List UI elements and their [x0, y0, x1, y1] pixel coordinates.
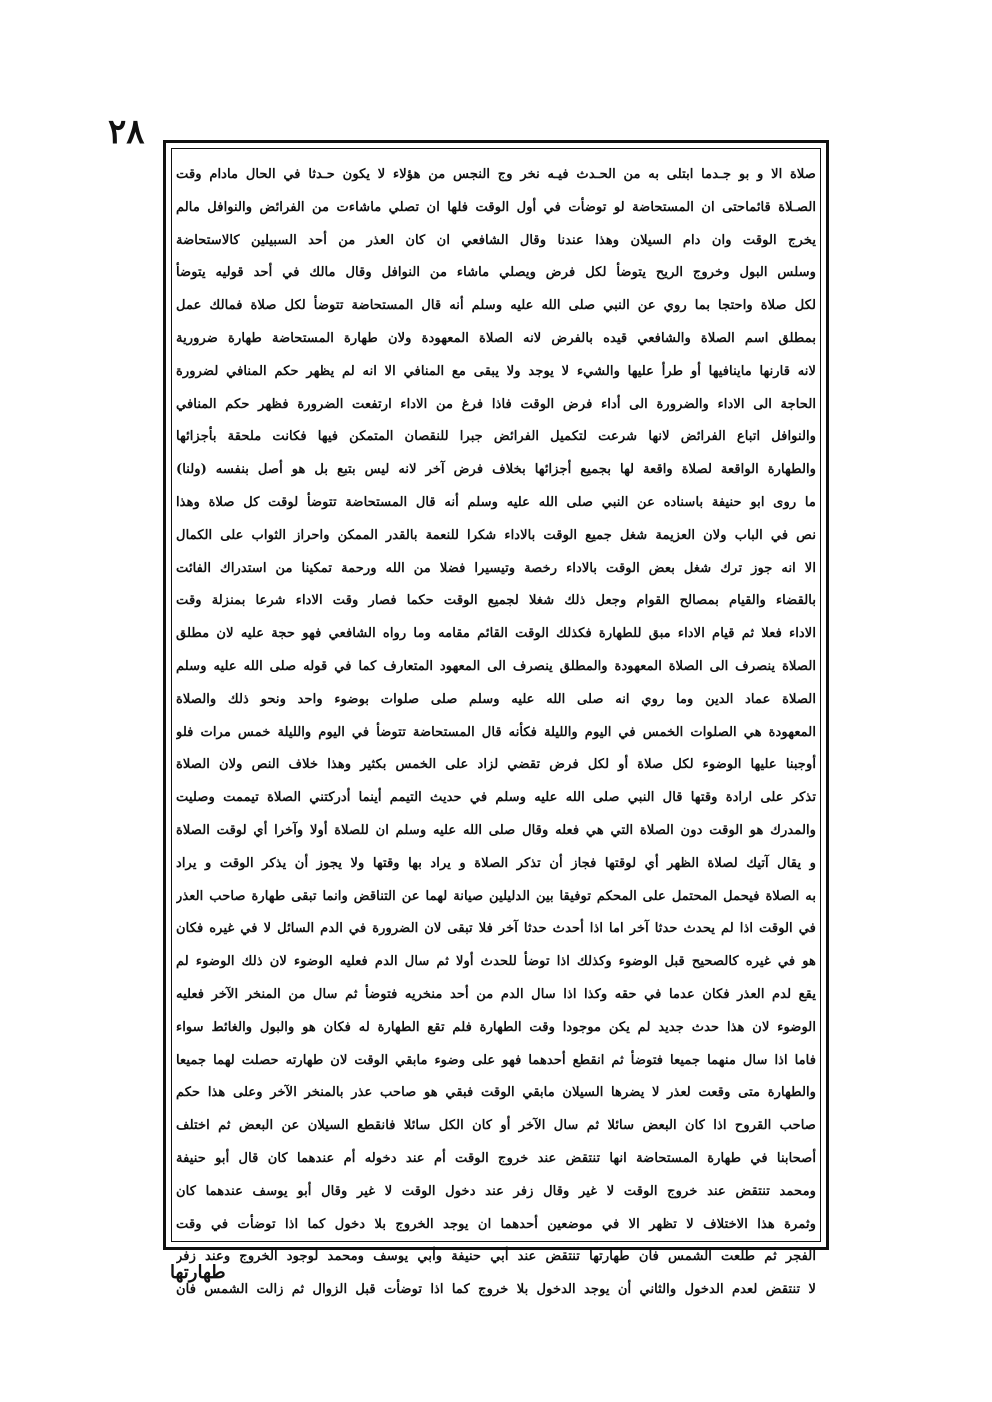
- text-line: الوضوء لان هذا حدث جديد لم يكن موجودا وقت الطهارة فلم تقع الطهارة له فكان هو والبول والغائط سواء: [176, 1019, 816, 1035]
- text-line: الصلاة ينصرف الى الصلاة المعهودة والمطلق ينصرف الى المعهود المتعارف كما في قوله صلى الله عليه وسلم: [176, 658, 816, 674]
- text-line: تذكر على ارادة وقتها قال النبي صلى الله عليه وسلم في حديث التيمم أينما أدركتني الصلاة تيممت وصليت: [176, 790, 816, 806]
- text-line: هو في غيره كالصحيح قبل الوضوء وكذلك اذا توضأ للحدث أولا ثم سال الدم فعليه الوضوء لان ذلك الوضوء لم: [176, 954, 816, 970]
- text-line: لكل صلاة واحتجا بما روي عن النبي صلى الله عليه وسلم أنه قال المستحاضة تتوضأ لكل صلاة فمالك عمل: [176, 298, 816, 314]
- text-line: ومحمد تنتقض عند خروج الوقت لا غير وقال زفر عند دخول الوقت لا غير وقال أبو يوسف عندهما كان: [176, 1183, 816, 1199]
- text-line: ما روى ابو حنيفة باسناده عن النبي صلى الله عليه وسلم أنه قال المستحاضة تتوضأ لوقت كل صلاة وهذا: [176, 494, 816, 510]
- text-line: فاما اذا سال منهما جميعا فتوضأ ثم انقطع أحدهما فهو على وضوء مابقي الوقت لان طهارته حصلت لهما جميعا: [176, 1052, 816, 1068]
- text-line: وثمرة هذا الاختلاف لا تظهر الا في موضعين أحدهما ان يوجد الخروج بلا دخول كما اذا توضأت في وقت: [176, 1216, 816, 1232]
- text-line: والمدرك هو الوقت دون الصلاة التي هي فعله وقال صلى الله عليه وسلم ان للصلاة أولا وآخرا أي لوقت الصلاة: [176, 822, 816, 838]
- text-line: بالقضاء والقيام بمصالح القوام وجعل ذلك شغلا لجميع الوقت حكما فصار وقت الاداء شرعا بمنزلة وقت: [176, 593, 816, 609]
- text-line: لا تنتقض لعدم الدخول والثاني أن يوجد الدخول بلا خروج كما اذا توضأت قبل الزوال ثم زالت الشمس فان: [176, 1282, 816, 1298]
- page-number: ٢٨: [108, 112, 145, 152]
- text-line: نص في الباب ولان العزيمة شغل جميع الوقت بالاداء شكرا للنعمة بالقدر الممكن واحراز الثواب على الكمال: [176, 527, 816, 543]
- text-line: يقع لدم العذر فكان عدما في حقه وكذا اذا سال الدم من أحد منخريه فتوضأ ثم سال من المنخر الآخر فعليه: [176, 986, 816, 1002]
- text-line: الاداء فعلا ثم قيام الاداء مبق للطهارة فكذلك الوقت القائم مقامه وما رواه الشافعي فهو حجة عليه لان مطلق: [176, 626, 816, 642]
- text-line: والنوافل اتباع الفرائض لانها شرعت لتكميل الفرائض جبرا للنقصان المتمكن فيها فكانت ملحقة بأجزائها: [176, 429, 816, 445]
- text-line: صلاة الا و بو جـدما ابتلى به من الحـدث فيـه نخر وج النجس من هؤلاء لا يكون حـدثا في الحال مادام وقت: [176, 167, 816, 182]
- text-line: أوجبنا عليها الوضوء لكل صلاة أو لكل فرض تقضي لزاد على الخمس بكثير وهذا خلاف النص ولان الصلاة: [176, 757, 816, 773]
- text-line: المعهودة هي الصلوات الخمس في اليوم والليلة فكأنه قال المستحاضة تتوضأ في اليوم والليلة خمس مرات فلو: [176, 724, 816, 740]
- text-line: الفجر ثم طلعت الشمس فان طهارتها تنتقض عند أبي حنيفة وأبي يوسف ومحمد لوجود الخروج وعند زفر: [176, 1249, 816, 1265]
- text-body: [176, 159, 816, 1298]
- text-line: به الصلاة فيحمل المحتمل على المحكم توفيقا بين الدليلين صيانة لهما عن التناقض وانما تبقى طهارة صاحب العذر: [176, 888, 816, 904]
- text-line: والطهارة الواقعة لصلاة واقعة لها بجميع أجزائها بخلاف فرض آخر لانه ليس بتبع بل هو أصل بنفسه (ولنا): [176, 462, 816, 478]
- text-line: والطهارة متى وقعت لعذر لا يضرها السيلان مابقي الوقت فبقي هو صاحب عذر بالمنخر الآخر وعلى هذا حكم: [176, 1085, 816, 1101]
- text-line: لانه قارنها ماينافيها أو طرأ عليها والشيء لا يوجد ولا يبقى مع المنافي الا انه لم يظهر حكم المنافي لضرورة: [176, 363, 816, 379]
- text-line: وسلس البول وخروج الريح يتوضأ لكل فرض ويصلي ماشاء من النوافل وقال مالك في أحد قوليه يتوضأ: [176, 265, 816, 281]
- text-line: الحاجة الى الاداء والضرورة الى أداء فرض الوقت فاذا فرغ من الاداء ارتفعت الضرورة فظهر حكم المنافي: [176, 396, 816, 412]
- text-line: الصـلاة قائماحتى ان المستحاضة لو توضأت في أول الوقت فلها ان تصلي ماشاءت من الفرائض والنوافل مالم: [176, 199, 816, 215]
- text-line: الصلاة عماد الدين وما روي انه صلى الله عليه وسلم صلى صلوات بوضوء واحد ونحو ذلك والصلاة: [176, 691, 816, 707]
- text-line: أصحابنا في طهارة المستحاضة انها تنتقض عند خروج الوقت أم عند دخوله أم عندهما كان قال أبو حنيفة: [176, 1150, 816, 1166]
- text-line: صاحب القروح اذا كان البعض سائلا ثم سال الآخر أو كان الكل سائلا فانقطع السيلان عن البعض ثم اختلف: [176, 1118, 816, 1134]
- text-line: يخرج الوقت وان دام السيلان وهذا عندنا وقال الشافعي ان كان العذر من أحد السبيلين كالاستحاضة: [176, 232, 816, 248]
- catchword: طهارتها: [170, 1262, 226, 1283]
- text-line: في الوقت اذا لم يحدث حدثا آخر اما اذا أحدث حدثا آخر فلا تبقى لان الضرورة في الدم السائل لا في غيره فكان: [176, 921, 816, 937]
- text-line: الا انه جوز ترك شغل بعض الوقت بالاداء رخصة وتيسيرا فضلا من الله ورحمة تمكينا من استدراك الفائت: [176, 560, 816, 576]
- text-frame: [163, 140, 829, 1298]
- text-line: بمطلق اسم الصلاة والشافعي قيده بالفرض لانه الصلاة المعهودة ولان طهارة المستحاضة طهارة ضرورية: [176, 330, 816, 346]
- text-line: و يقال آتيك لصلاة الظهر أي لوقتها فجاز أن تذكر الصلاة و يراد بها وقتها ولا يجوز أن يذكر الوقت و يراد: [176, 855, 816, 871]
